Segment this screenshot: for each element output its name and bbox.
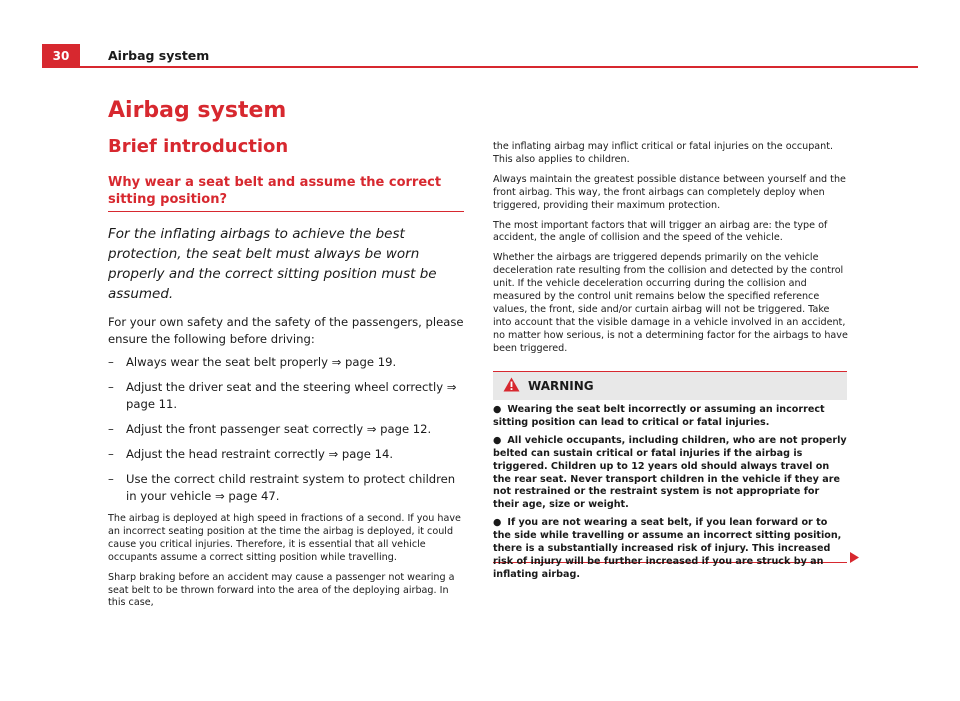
list-item	[108, 354, 464, 371]
header-section-title: Airbag system	[108, 48, 210, 63]
dash-icon: –	[108, 447, 114, 461]
warning-item	[493, 404, 847, 430]
list-item	[108, 379, 464, 413]
list-item	[108, 421, 464, 438]
list-item-text: Use the correct child restraint system to protect children in your vehicle ⇒ page 47.	[126, 472, 456, 503]
warning-item	[493, 435, 847, 512]
warning-body	[493, 400, 847, 582]
page-number: 30	[42, 44, 80, 68]
body-paragraph: Whether the airbags are triggered depends primarily on the vehicle deceleration rate resulting from the collision and detected by the control unit. If the vehicle deceleration occurring during the collision and measured by the control unit remains below the specified reference values, the front, side and/or curtain airbag will not be triggered. Take into account that the visible damage in a vehicle involved in an accident, no matter how serious, is not a determining factor for the airbags to have been triggered.	[493, 252, 848, 354]
list-item-text: Adjust the driver seat and the steering wheel correctly ⇒ page 11.	[126, 380, 457, 411]
list-item-text: Adjust the front passenger seat correctly ⇒ page 12.	[126, 422, 432, 436]
bullet-icon: ●	[493, 517, 502, 529]
warning-item-text: If you are not wearing a seat belt, if you lean forward or to the side while travelling or assume an incorrect sitting position, there is a substantially increased risk of injury. This increased risk of injury will be further increased if you are struck by an inflating airbag.	[493, 517, 842, 580]
header-rule	[42, 66, 918, 68]
body-paragraph: the inflating airbag may inflict critical or fatal injuries on the occupant. This also applies to children.	[493, 141, 834, 165]
warning-label: WARNING	[528, 379, 594, 393]
body-paragraph: Always maintain the greatest possible distance between yourself and the front airbag. This way, the front airbags can completely deploy when triggered, providing their maximum protection.	[493, 173, 846, 211]
dash-icon: –	[108, 355, 114, 369]
body-paragraph: Sharp braking before an accident may cause a passenger not wearing a seat belt to be thrown forward into the area of the deploying airbag. In this case,	[108, 571, 455, 609]
warning-box	[493, 371, 847, 580]
bullet-icon: ●	[493, 404, 502, 415]
right-column	[493, 141, 848, 363]
warning-item-text: All vehicle occupants, including children, who are not properly belted can sustain critical or fatal injuries if the airbag is triggered. Children up to 12 years old should always travel on the rear seat. Never transport children in the vehicle if they are not restrained or the restraint system is not appropriate for their age, size or weight.	[493, 434, 847, 511]
page-title: Airbag system	[108, 98, 287, 123]
body-paragraph: The most important factors that will trigger an airbag are: the type of accident, the angle of collision and the speed of the vehicle.	[493, 219, 828, 244]
warning-item	[493, 517, 847, 582]
warning-triangle-icon	[503, 377, 520, 396]
list-item-text: Adjust the head restraint correctly ⇒ page 14.	[126, 447, 394, 461]
bullet-icon: ●	[493, 434, 502, 446]
dash-icon: –	[108, 422, 114, 436]
continue-arrow-icon	[850, 548, 859, 567]
left-column	[108, 96, 464, 617]
body-paragraph: The airbag is deployed at high speed in fractions of a second. If you have an incorrect seating position at the time the airbag is deployed, it could cause you critical injuries. Therefore, it is essential that all vehicle occupants assume a correct sitting position while travelling.	[108, 513, 461, 563]
section-subtitle: Brief introduction	[108, 136, 289, 157]
question-heading: Why wear a seat belt and assume the correct sitting position?	[108, 174, 464, 212]
intro-paragraph: For your own safety and the safety of the passengers, please ensure the following before driving:	[108, 315, 464, 346]
warning-item-text: Wearing the seat belt incorrectly or assuming an incorrect sitting position can lead to critical or fatal injuries.	[493, 404, 825, 428]
lead-paragraph: For the inflating airbags to achieve the best protection, the seat belt must always be worn properly and the correct sitting position must be assumed.	[108, 226, 437, 302]
steps-list	[108, 354, 464, 505]
list-item	[108, 471, 464, 505]
dash-icon: –	[108, 380, 114, 394]
list-item	[108, 446, 464, 463]
warning-header	[493, 372, 847, 400]
dash-icon: –	[108, 472, 114, 486]
list-item-text: Always wear the seat belt properly ⇒ page 19.	[126, 355, 397, 369]
